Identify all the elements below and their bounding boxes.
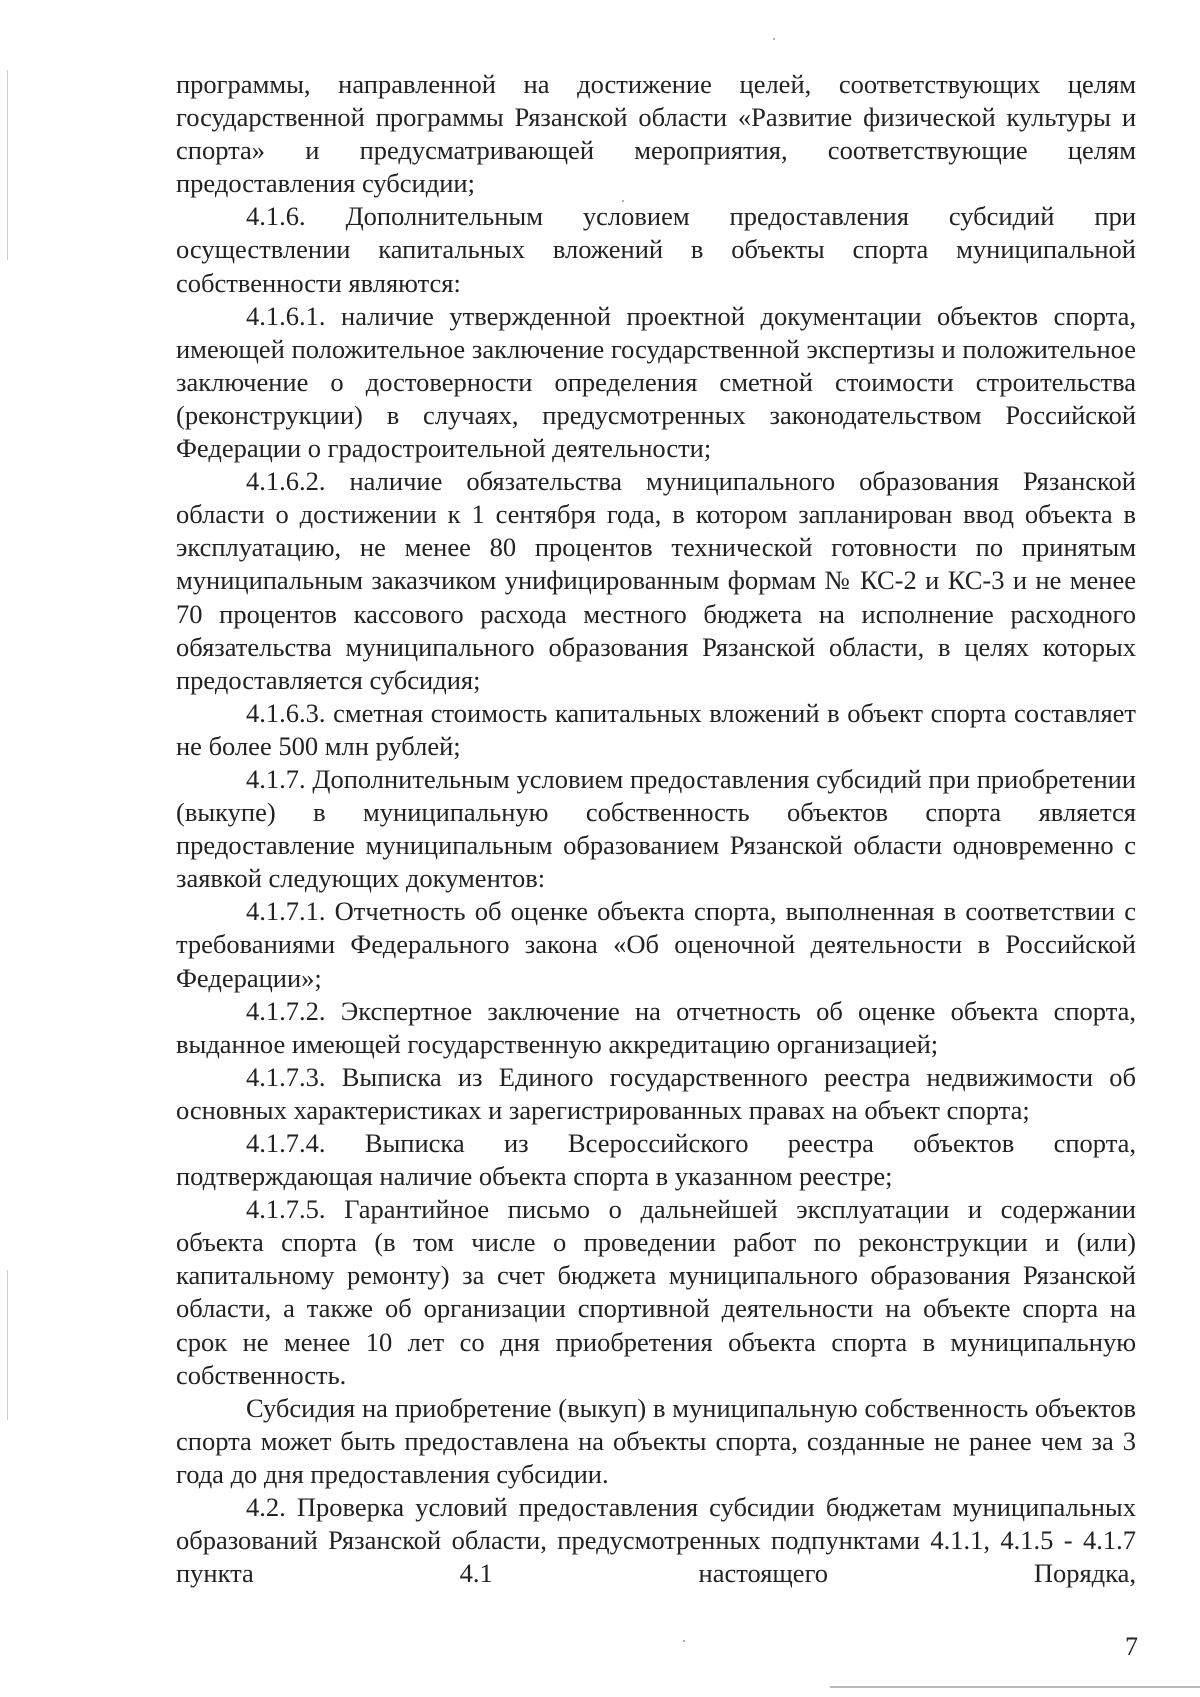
scan-bottom-edge	[830, 1686, 1200, 1688]
document-body	[176, 68, 1136, 1590]
paragraph-4-1-7-5: 4.1.7.5. Гарантийное письмо о дальнейшей эксплуатации и содержании объекта спорта (в том числе о проведении работ по реконструкции и (или) капитальному ремонту) за счет бюджета муниципального образования Рязанской области, а также об организации спортивной деятельности на объекте спорта на срок не менее 10 лет со дня приобретения объекта спорта в муниципальную собственность.	[176, 1194, 1136, 1390]
paragraph-4-1-7-1: 4.1.7.1. Отчетность об оценке объекта спорта, выполненная в соответствии с требованиями Федерального закона «Об оценочной деятельности в Российской Федерации»;	[176, 896, 1136, 993]
paragraph-4-2: 4.2. Проверка условий предоставления субсидии бюджетам муниципальных образований Рязанской области, предусмотренных подпунктами 4.1.1, 4.1.5 - 4.1.7 пункта 4.1 настоящего Порядка,	[176, 1492, 1136, 1589]
scan-speck	[773, 38, 775, 40]
paragraph-4-1-7-4: 4.1.7.4. Выписка из Всероссийского реестра объектов спорта, подтверждающая наличие объекта спорта в указанном реестре;	[176, 1128, 1136, 1192]
paragraph-4-1-6-1: 4.1.6.1. наличие утвержденной проектной документации объектов спорта, имеющей положительное заключение государственной экспертизы и положительное заключение о достоверности определения сметной стоимости строительства (реконструкции) в случаях, предусмотренных законодательством Российской Федерации о градостроительной деятельности;	[176, 300, 1136, 464]
page-number: 7	[1125, 1632, 1138, 1661]
scan-speck	[683, 1640, 685, 1642]
paragraph-4-1-6: 4.1.6. Дополнительным условием предоставления субсидий при осуществлении капитальных вложений в объекты спорта муниципальной собственности являются:	[176, 201, 1136, 298]
paragraph-subsidy-note: Субсидия на приобретение (выкуп) в муниципальную собственность объектов спорта может быть предоставлена на объекты спорта, созданные не ранее чем за 3 года до дня предоставления субсидии.	[176, 1392, 1136, 1489]
paragraph-4-1-6-2: 4.1.6.2. наличие обязательства муниципального образования Рязанской области о достижении к 1 сентября года, в котором запланирован ввод объекта в эксплуатацию, не менее 80 процентов технической готовности по принятым муниципальным заказчиком унифицированным формам № КС-2 и КС-3 и не менее 70 процентов кассового расхода местного бюджета на исполнение расходного обязательства муниципального образования Рязанской области, в целях которых предоставляется субсидия;	[176, 466, 1136, 695]
scan-edge-mark	[7, 1270, 8, 1420]
paragraph-continuation: программы, направленной на достижение целей, соответствующих целям государственной программы Рязанской области «Развитие физической культуры и спорта» и предусматривающей мероприятия, соответствующие целям предоставления субсидии;	[176, 69, 1136, 199]
paragraph-4-1-7-3: 4.1.7.3. Выписка из Единого государственного реестра недвижимости об основных характеристиках и зарегистрированных правах на объект спорта;	[176, 1061, 1136, 1125]
paragraph-4-1-7-2: 4.1.7.2. Экспертное заключение на отчетность об оценке объекта спорта, выданное имеющей государственную аккредитацию организацией;	[176, 995, 1136, 1059]
paragraph-4-1-7: 4.1.7. Дополнительным условием предоставления субсидий при приобретении (выкупе) в муниципальную собственность объектов спорта является предоставление муниципальным образованием Рязанской области одновременно с заявкой следующих документов:	[176, 763, 1136, 894]
paragraph-4-1-6-3: 4.1.6.3. сметная стоимость капитальных вложений в объект спорта составляет не более 500 млн рублей;	[176, 697, 1136, 761]
scan-edge-mark	[7, 70, 8, 260]
